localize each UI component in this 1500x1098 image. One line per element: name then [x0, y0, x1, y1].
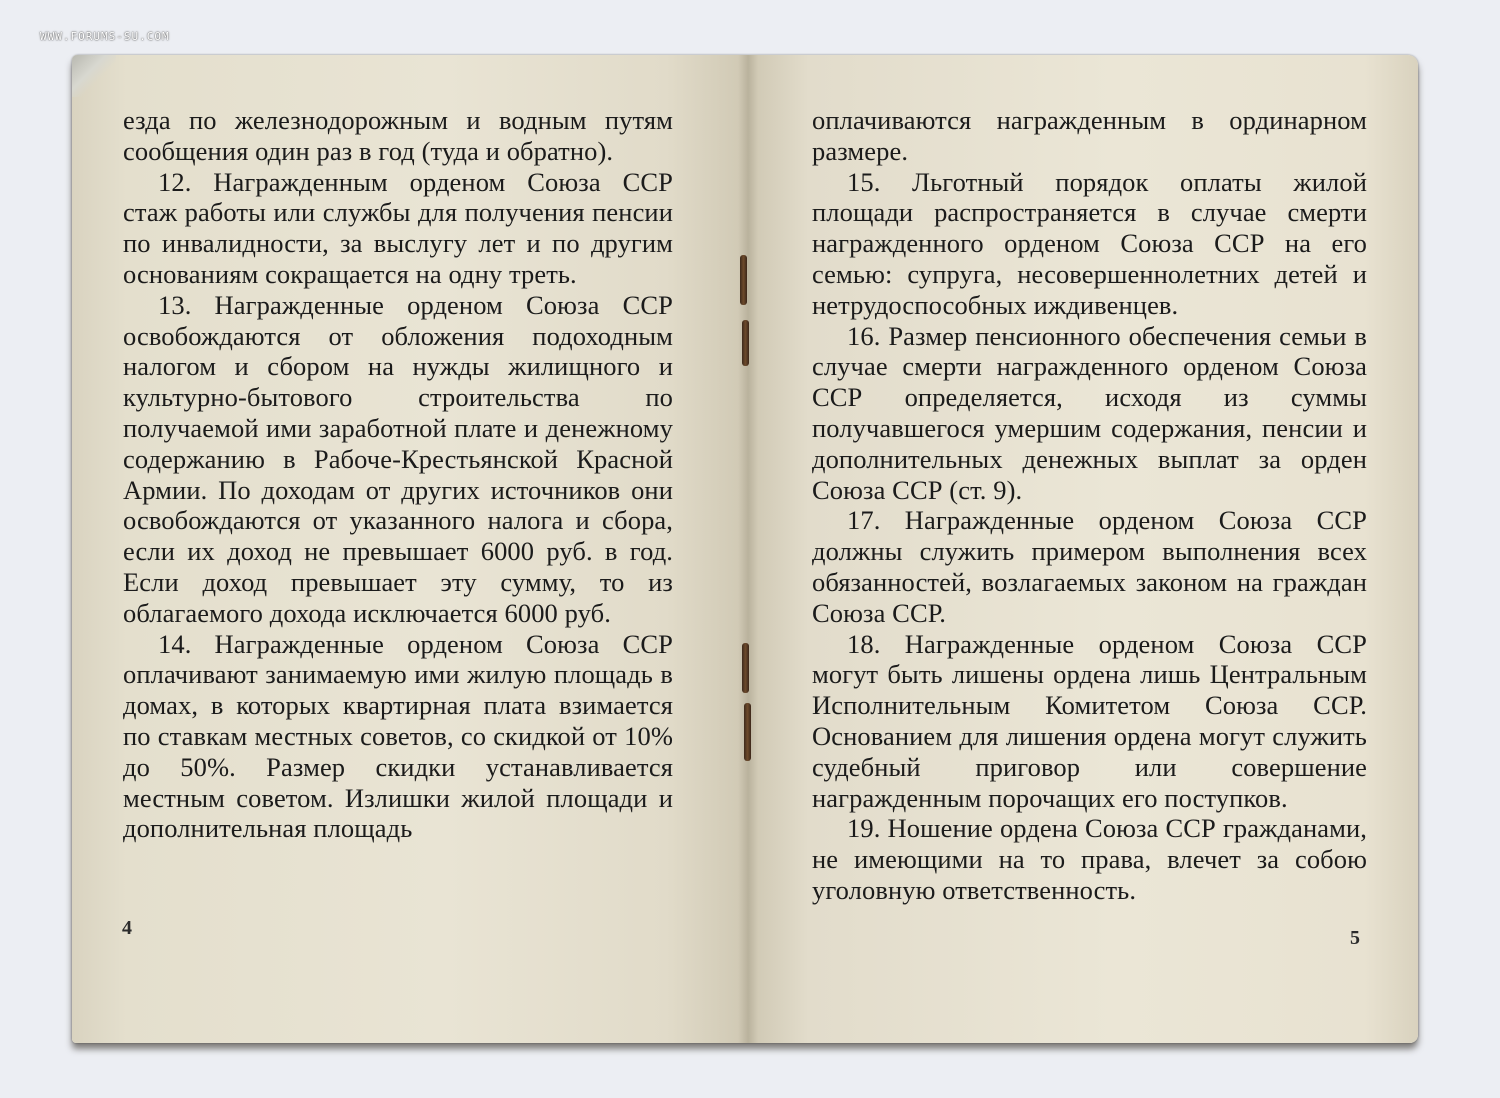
- paragraph-continuation: езда по железнодорожным и водным путям сообщения один раз в год (туда и обратно).: [123, 105, 673, 166]
- paragraph-continuation: оплачиваются награжденным в ординарном размере.: [812, 105, 1367, 166]
- staple-top-upper: [740, 255, 747, 305]
- watermark: WWW.FORUMS-SU.COM: [40, 30, 170, 43]
- book-spine: [738, 55, 758, 1043]
- right-page-text: [812, 105, 1367, 906]
- paragraph-18: 18. Награжденные орденом Союза ССР могут быть лишены ордена лишь Центральным Исполнительным Комитетом Союза ССР. Основанием для лишения ордена могут служить судебный приговор или совершение награжденным порочащих его поступков.: [812, 628, 1367, 813]
- page-number-left: 4: [122, 917, 132, 939]
- paragraph-14: 14. Награжденные орденом Союза ССР оплачивают занимаемую ими жилую площадь в домах, в которых квартирная плата взимается по ставкам местных советов, со скидкой от 10% до 50%. Размер скидки устанавливается местным советом. Излишки жилой площади и дополнительная площадь: [123, 628, 673, 844]
- paragraph-17: 17. Награжденные орденом Союза ССР должны служить примером выполнения всех обязанностей, возлагаемых законом на граждан Союза ССР.: [812, 505, 1367, 628]
- open-booklet: [72, 55, 1418, 1043]
- staple-bottom-lower: [744, 703, 751, 761]
- paragraph-19: 19. Ношение ордена Союза ССР гражданами, не имеющими на то права, влечет за собою уголовную ответственность.: [812, 813, 1367, 905]
- worn-corner: [72, 55, 116, 97]
- paragraph-12: 12. Награжденным орденом Союза ССР стаж работы или службы для получения пенсии по инвалидности, за выслугу лет и по другим основаниям сокращается на одну треть.: [123, 166, 673, 289]
- paragraph-16: 16. Размер пенсионного обеспечения семьи в случае смерти награжденного орденом Союза ССР определяется, исходя из суммы получавшегося умершим содержания, пенсии и дополнительных денежных выплат за орден Союза ССР (ст. 9).: [812, 320, 1367, 505]
- right-page: [748, 55, 1418, 1043]
- page-number-right: 5: [1350, 927, 1360, 949]
- staple-top-lower: [742, 320, 749, 366]
- left-page: [72, 55, 748, 1043]
- staple-bottom-upper: [742, 643, 749, 693]
- paragraph-15: 15. Льготный порядок оплаты жилой площади распространяется в случае смерти награжденного орденом Союза ССР на его семью: супруга, несовершеннолетних детей и нетрудоспособных иждивенцев.: [812, 166, 1367, 320]
- left-page-text: [123, 105, 673, 844]
- paragraph-13: 13. Награжденные орденом Союза ССР освобождаются от обложения подоходным налогом и сбором на нужды жилищного и культурно-бытового строительства по получаемой ими заработной плате и денежному содержанию в Рабоче-Крестьянской Красной Армии. По доходам от других источников они освобождаются от указанного налога и сбора, если их доход не превышает 6000 руб. в год. Если доход превышает эту сумму, то из облагаемого дохода исключается 6000 руб.: [123, 289, 673, 628]
